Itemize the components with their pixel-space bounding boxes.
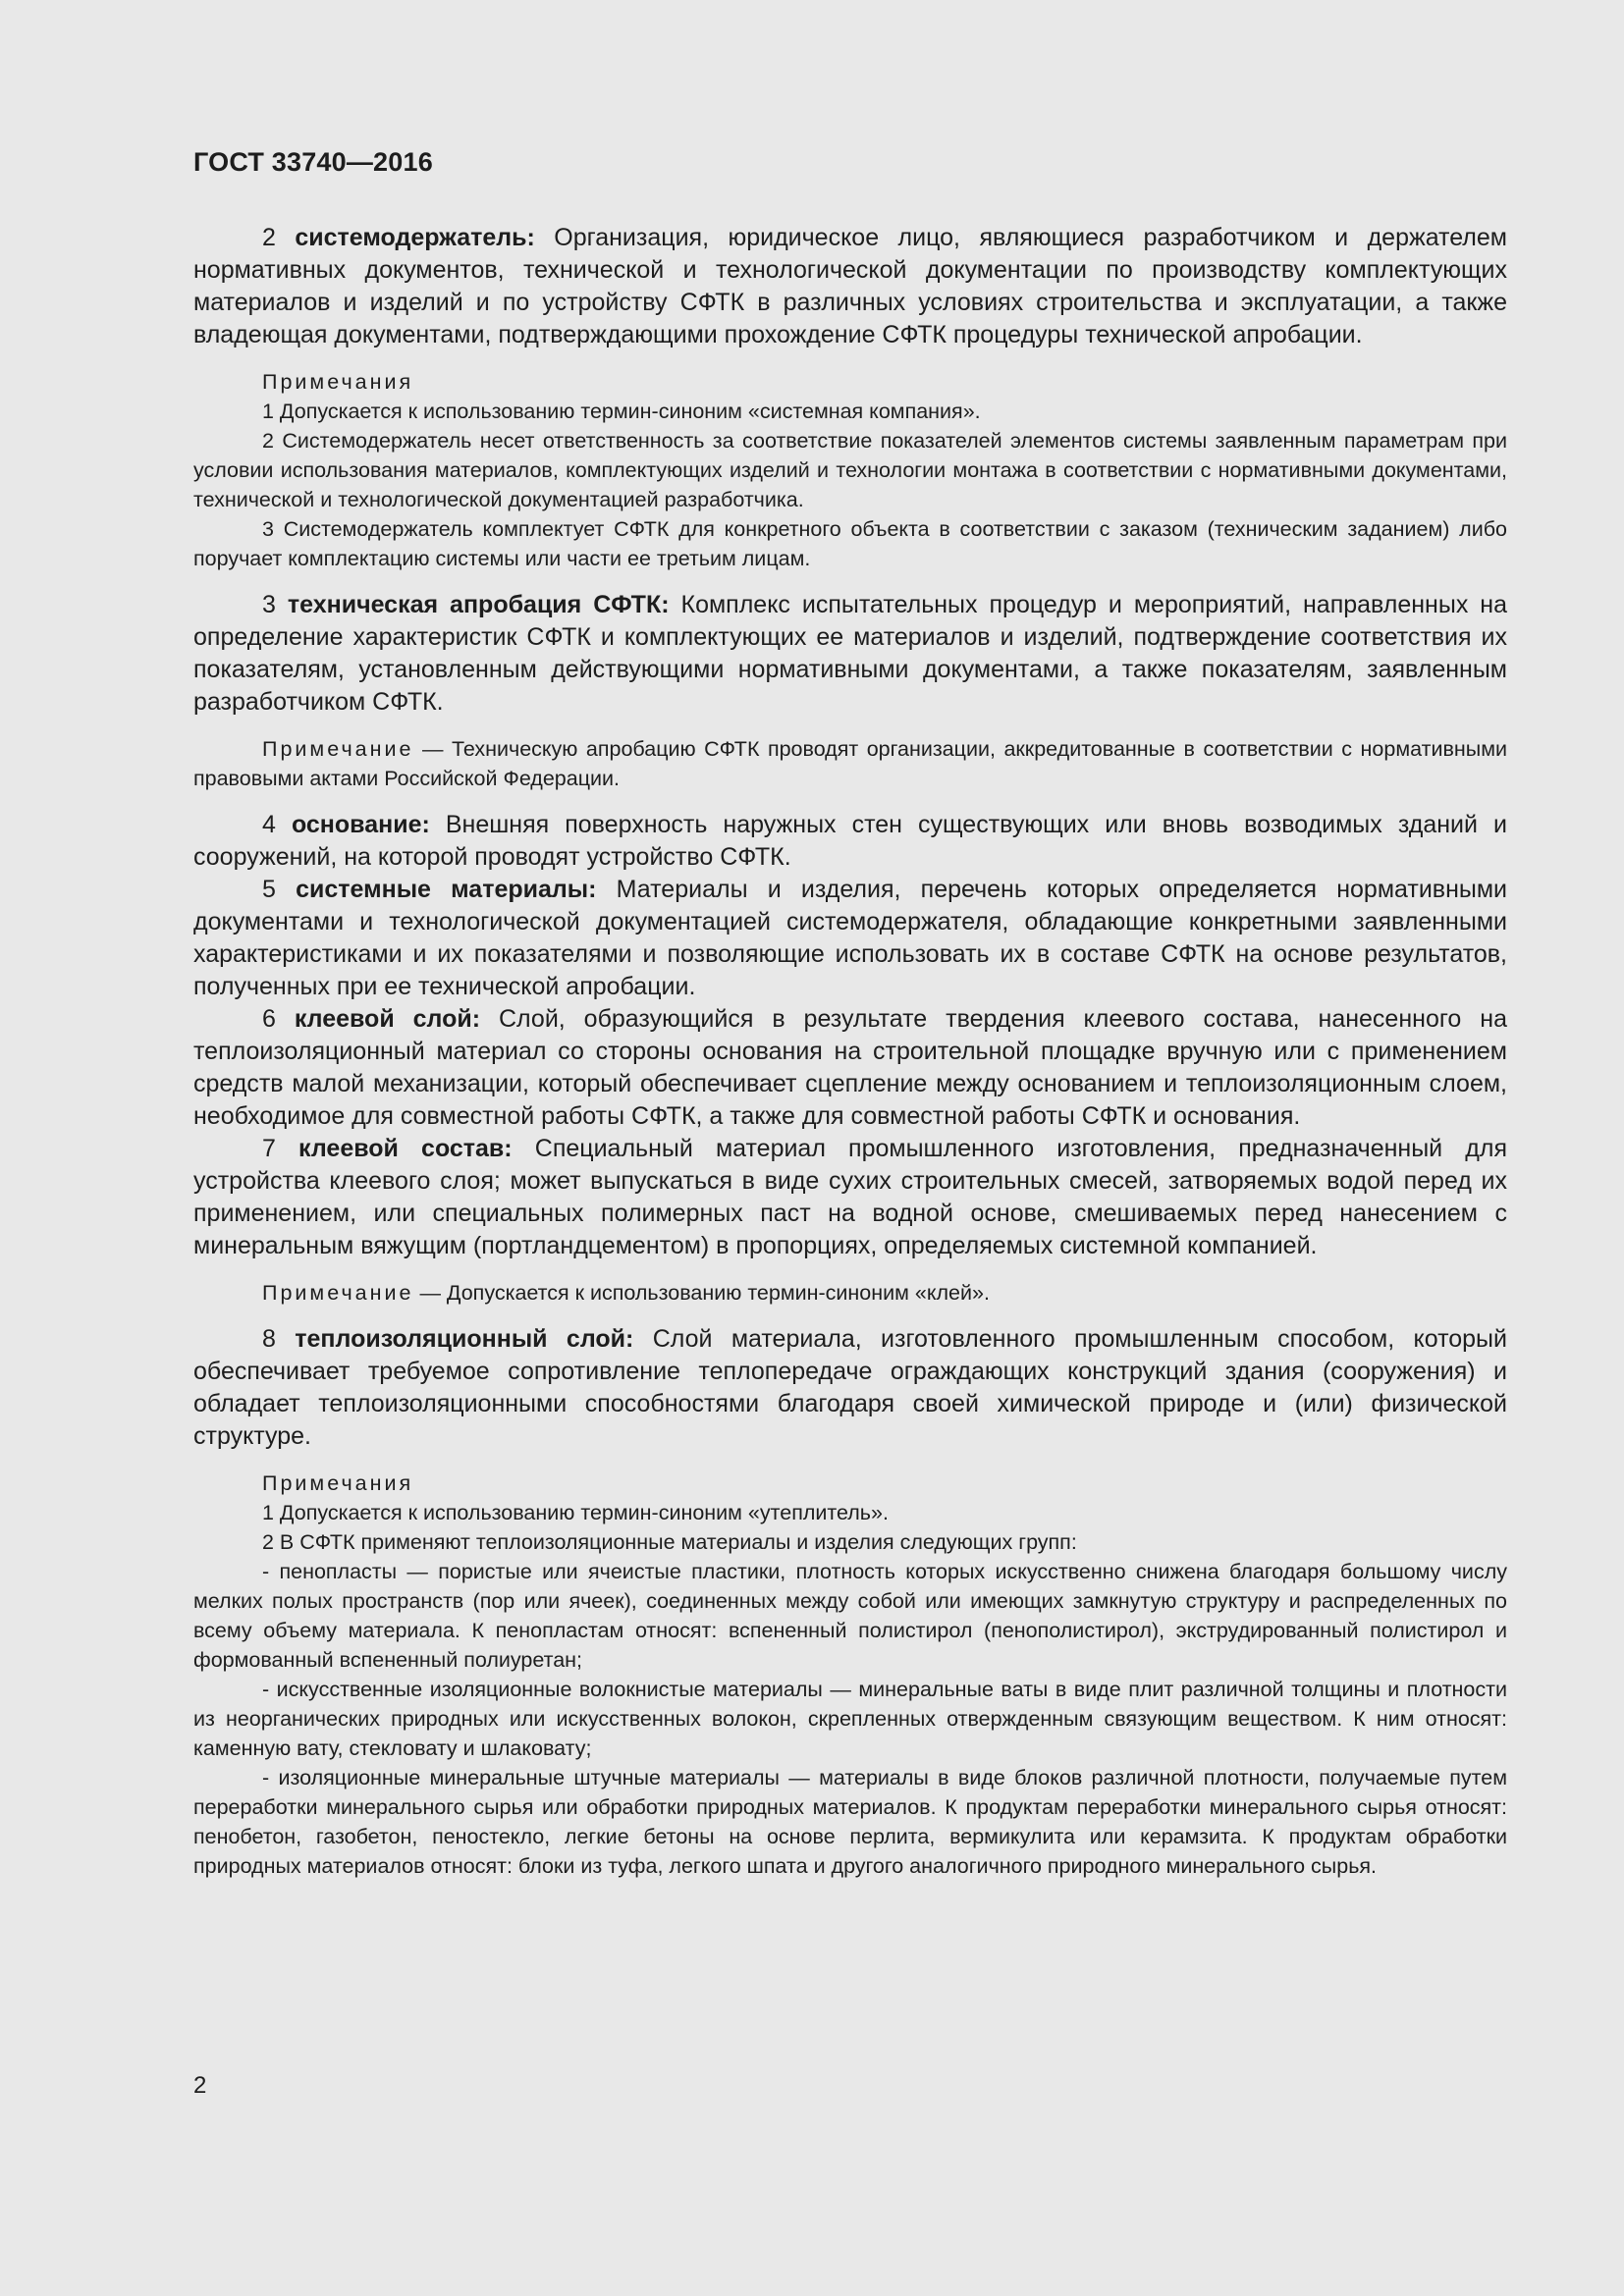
term-4 bbox=[193, 809, 1507, 874]
term-definition: Слой материала, изготовленного промышленным способом, который обеспечивает требуемое сопротивление теплопередаче ограждающих конструкций здания (сооружения) и обладает теплоизоляционными способностями благодаря своей химической природе и (или) физической структуре. bbox=[193, 1325, 1507, 1450]
note-item: 1 Допускается к использованию термин-синоним «утеплитель». bbox=[262, 1501, 889, 1524]
term-number: 8 bbox=[262, 1325, 276, 1353]
note-text: — Допускается к использованию термин-синоним «клей». bbox=[419, 1281, 990, 1305]
note-heading: Примечание bbox=[262, 1281, 414, 1305]
term-definition: Комплекс испытательных процедур и мероприятий, направленных на определение характеристик СФТК и комплектующих ее материалов и изделий, подтверждение соответствия их показателям, установленным действующими нормативными документами, а также показателям, заявленным разработчиком СФТК. bbox=[193, 591, 1508, 716]
term-title: основание: bbox=[291, 811, 430, 838]
note-item: - искусственные изоляционные волокнистые материалы — минеральные ваты в виде плит различной толщины и плотности из неорганических природных или искусственных волокон, скрепленных отвержденным связующим веществом. К ним относят: каменную вату, стекловату и шлаковату; bbox=[193, 1678, 1507, 1760]
note-text: — Техническую апробацию СФТК проводят организации, аккредитованные в соответствии с нормативными правовыми актами Российской Федерации. bbox=[193, 737, 1507, 790]
term-number: 3 bbox=[262, 591, 276, 618]
term-3 bbox=[193, 589, 1507, 719]
term-number: 4 bbox=[262, 811, 276, 838]
note-item: - изоляционные минеральные штучные материалы — материалы в виде блоков различной плотности, получаемые путем переработки минерального сырья или обработки природных материалов. К продуктам переработки минерального сырья относят: пенобетон, газобетон, пеностекло, легкие бетоны на основе перлита, вермикулита или керамзита. К продуктам обработки природных материалов относят: блоки из туфа, легкого шпата и другого аналогичного природного минерального сырья. bbox=[193, 1766, 1507, 1878]
term-title: системодержатель: bbox=[295, 224, 535, 251]
term-8 bbox=[193, 1323, 1507, 1453]
note-item: 3 Системодержатель комплектует СФТК для конкретного объекта в соответствии с заказом (техническим заданием) либо поручает комплектацию системы или части ее третьим лицам. bbox=[193, 517, 1507, 570]
term-title: клеевой состав: bbox=[298, 1135, 513, 1162]
term-number: 6 bbox=[262, 1005, 276, 1033]
term-6 bbox=[193, 1003, 1507, 1133]
term-title: системные материалы: bbox=[296, 876, 597, 903]
note-term-7 bbox=[193, 1278, 1507, 1308]
term-title: техническая апробация СФТК: bbox=[287, 591, 670, 618]
note-term-3 bbox=[193, 734, 1507, 793]
note-item: 2 Системодержатель несет ответственность за соответствие показателей элементов системы заявленным параметрам при условии использования материалов, комплектующих изделий и технологии монтажа в соответствии с нормативными документами, технической и технологической документацией разработчика. bbox=[193, 429, 1507, 511]
term-definition: Материалы и изделия, перечень которых определяется нормативными документами и технологической документацией системодержателя, обладающие конкретными заявленными характеристиками и их показателями и позволяющие использовать их в составе СФТК на основе результатов, полученных при ее технической апробации. bbox=[193, 876, 1507, 1000]
notes-heading: Примечания bbox=[262, 1471, 414, 1495]
term-number: 7 bbox=[262, 1135, 276, 1162]
notes-heading: Примечания bbox=[262, 370, 414, 394]
term-number: 2 bbox=[262, 224, 276, 251]
term-definition: Внешняя поверхность наружных стен существующих или вновь возводимых зданий и сооружений, на которой проводят устройство СФТК. bbox=[193, 811, 1507, 871]
term-title: теплоизоляционный слой: bbox=[295, 1325, 634, 1353]
note-heading: Примечание bbox=[262, 737, 414, 761]
note-item: 2 В СФТК применяют теплоизоляционные материалы и изделия следующих групп: bbox=[262, 1530, 1077, 1554]
page-number: 2 bbox=[193, 2072, 207, 2099]
term-definition: Специальный материал промышленного изготовления, предназначенный для устройства клеевого слоя; может выпускаться в виде сухих строительных смесей, затворяемых водой перед их применением, или специальных полимерных паст на водной основе, смешиваемых перед нанесением с минеральным вяжущим (портландцементом) в пропорциях, определяемых системной компанией. bbox=[193, 1135, 1507, 1259]
note-item: 1 Допускается к использованию термин-синоним «системная компания». bbox=[262, 400, 981, 423]
notes-term-2 bbox=[193, 367, 1507, 573]
term-definition: Организация, юридическое лицо, являющиеся разработчиком и держателем нормативных документов, технической и технологической документации по производству комплектующих материалов и изделий и по устройству СФТК в различных условиях строительства и эксплуатации, а также владеющая документами, подтверждающими прохождение СФТК процедуры технической апробации. bbox=[193, 224, 1507, 348]
document-body bbox=[193, 222, 1507, 1896]
standard-header: ГОСТ 33740—2016 bbox=[193, 147, 433, 177]
term-7 bbox=[193, 1133, 1507, 1262]
term-number: 5 bbox=[262, 876, 276, 903]
term-definition: Слой, образующийся в результате твердения клеевого состава, нанесенного на теплоизоляционный материал со стороны основания на строительной площадке вручную или с применением средств малой механизации, который обеспечивает сцепление между основанием и теплоизоляционным слоем, необходимое для совместной работы СФТК, а также для совместной работы СФТК и основания. bbox=[193, 1005, 1507, 1130]
notes-term-8 bbox=[193, 1468, 1507, 1881]
term-title: клеевой слой: bbox=[294, 1005, 481, 1033]
term-5 bbox=[193, 874, 1507, 1003]
term-2 bbox=[193, 222, 1507, 351]
note-item: - пенопласты — пористые или ячеистые пластики, плотность которых искусственно снижена благодаря большому числу мелких полых пространств (пор или ячеек), соединенных между собой или имеющих замкнутую структуру и распределенных по всему объему материала. К пенопластам относят: вспененный полистирол (пенополистирол), экструдированный полистирол и формованный вспененный полиуретан; bbox=[193, 1560, 1507, 1672]
